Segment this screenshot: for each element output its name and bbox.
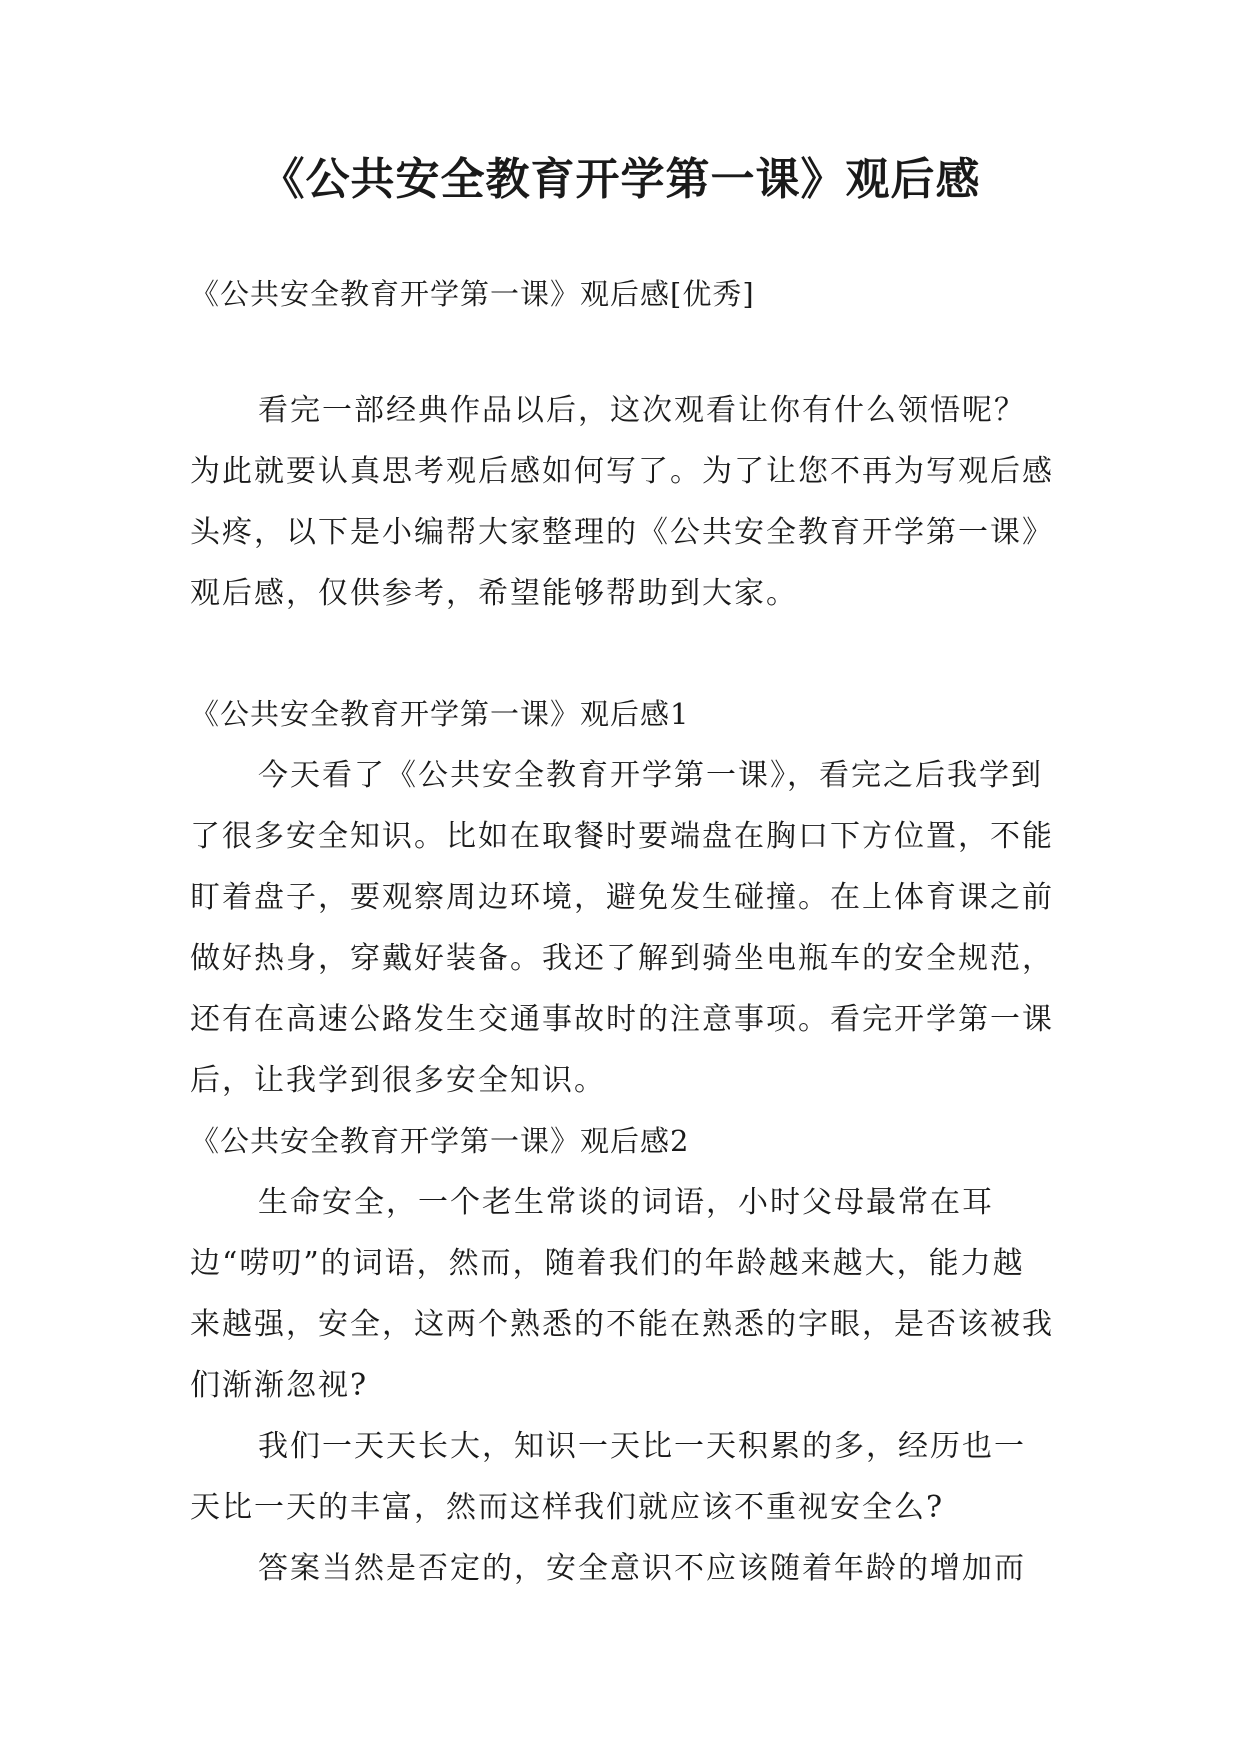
section-2-heading: 《公共安全教育开学第一课》观后感2 [190,1124,690,1158]
document-subtitle: 《公共安全教育开学第一课》观后感[优秀] [190,277,755,311]
intro-paragraph: 看完一部经典作品以后，这次观看让你有什么领悟呢？为此就要认真思考观后感如何写了。为了让您不再为写观后感头疼，以下是小编帮大家整理的《公共安全教育开学第一课》观后感，仅供参考，希望能够帮助到大家。 [190,393,1054,611]
document-body [190,264,1056,1599]
section-1-heading: 《公共安全教育开学第一课》观后感1 [190,697,690,731]
section-2-paragraph: 答案当然是否定的，安全意识不应该随着年龄的增加而 [258,1551,1026,1586]
document-title: 《公共安全教育开学第一课》观后感 [260,154,981,205]
section-2-paragraph: 我们一天天长大，知识一天比一天积累的多，经历也一天比一天的丰富，然而这样我们就应该不重视安全么? [190,1429,1026,1525]
section-1-paragraph: 今天看了《公共安全教育开学第一课》，看完之后我学到了很多安全知识。比如在取餐时要端盘在胸口下方位置，不能盯着盘子，要观察周边环境，避免发生碰撞。在上体育课之前做好热身，穿戴好装备。我还了解到骑坐电瓶车的安全规范，还有在高速公路发生交通事故时的注意事项。看完开学第一课后，让我学到很多安全知识。 [190,758,1054,1098]
section-2-paragraph: 生命安全，一个老生常谈的词语，小时父母最常在耳边“唠叨”的词语，然而，随着我们的年龄越来越大，能力越来越强，安全，这两个熟悉的不能在熟悉的字眼，是否该被我们渐渐忽视? [190,1185,1054,1403]
